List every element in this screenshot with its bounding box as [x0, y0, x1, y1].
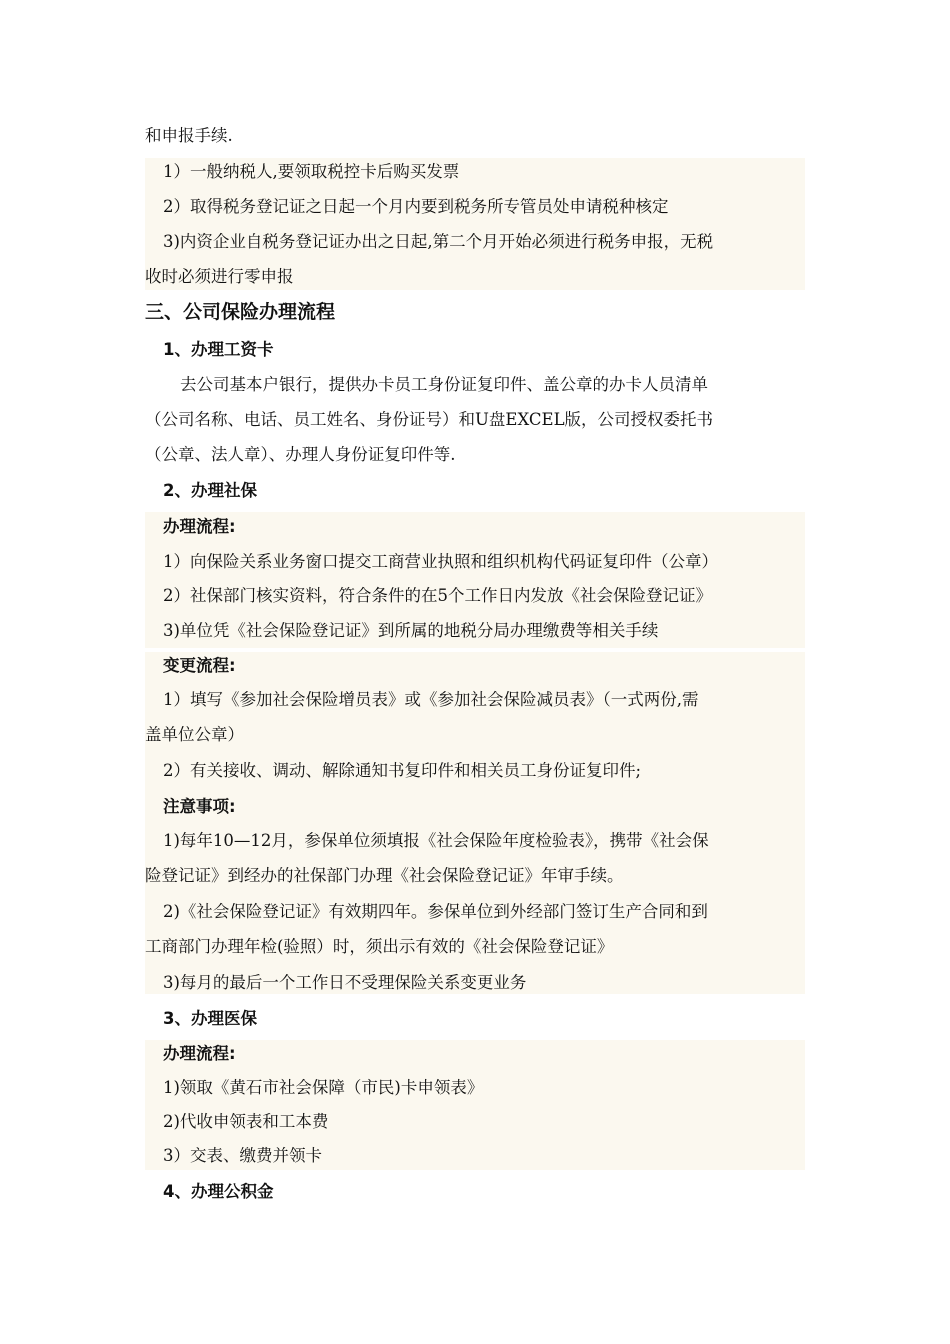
social-note-3: 3)每月的最后一个工作日不受理保险关系变更业务 — [163, 973, 527, 992]
medical-proc-step-2: 2)代收申领表和工本费 — [163, 1112, 329, 1131]
payroll-paragraph-line: （公章、法人章）、办理人身份证复印件等. — [145, 445, 456, 464]
social-note-1: 1)每年10—12月，参保单位须填报《社会保险年度检验表》，携带《社会保 — [163, 831, 709, 850]
shaded-block-social-notes — [145, 794, 805, 994]
subsection-heading-payroll-card: 1、办理工资卡 — [163, 340, 274, 359]
medical-proc-step-1: 1)领取《黄石市社会保障（市民)卡申领表》 — [163, 1078, 484, 1097]
text-line: 和申报手续. — [145, 126, 233, 145]
subsection-heading-social-insurance: 2、办理社保 — [163, 481, 257, 500]
social-change-step-1-cont: 盖单位公章） — [145, 725, 244, 744]
label-change-procedure: 变更流程: — [163, 656, 236, 675]
social-proc-step-2: 2）社保部门核实资料，符合条件的在5个工作日内发放《社会保险登记证》 — [163, 586, 712, 605]
payroll-paragraph-line: 去公司基本户银行，提供办卡员工身份证复印件、盖公章的办卡人员清单 — [180, 375, 708, 394]
social-note-1-cont: 险登记证》到经办的社保部门办理《社会保险登记证》年审手续。 — [145, 866, 624, 885]
social-note-2: 2)《社会保险登记证》有效期四年。参保单位到外经部门签订生产合同和到 — [163, 902, 708, 921]
payroll-paragraph-line: （公司名称、电话、员工姓名、身份证号）和U盘EXCEL版，公司授权委托书 — [145, 410, 714, 429]
label-procedure: 办理流程: — [163, 517, 236, 536]
subsection-heading-housing-fund: 4、办理公积金 — [163, 1182, 274, 1201]
medical-proc-step-3: 3）交表、缴费并领卡 — [163, 1146, 322, 1165]
social-note-2-cont: 工商部门办理年检(验照）时，须出示有效的《社会保险登记证》 — [145, 937, 614, 956]
label-procedure: 办理流程: — [163, 1044, 236, 1063]
subsection-heading-medical-insurance: 3、办理医保 — [163, 1009, 257, 1028]
tax-step-1: 1）一般纳税人,要领取税控卡后购买发票 — [163, 162, 460, 181]
tax-step-2: 2）取得税务登记证之日起一个月内要到税务所专管员处申请税种核定 — [163, 197, 669, 216]
social-proc-step-3: 3)单位凭《社会保险登记证》到所属的地税分局办理缴费等相关手续 — [163, 621, 659, 640]
label-notes: 注意事项: — [163, 797, 236, 816]
social-change-step-2: 2）有关接收、调动、解除通知书复印件和相关员工身份证复印件; — [163, 761, 642, 780]
social-change-step-1: 1）填写《参加社会保险增员表》或《参加社会保险减员表》（一式两份,需 — [163, 690, 699, 709]
tax-step-3: 3)内资企业自税务登记证办出之日起,第二个月开始必须进行税务申报，无税 — [163, 232, 714, 251]
tax-step-3-cont: 收时必须进行零申报 — [145, 267, 294, 286]
section-heading: 三、公司保险办理流程 — [145, 301, 336, 323]
social-proc-step-1: 1）向保险关系业务窗口提交工商营业执照和组织机构代码证复印件（公章） — [163, 552, 718, 571]
